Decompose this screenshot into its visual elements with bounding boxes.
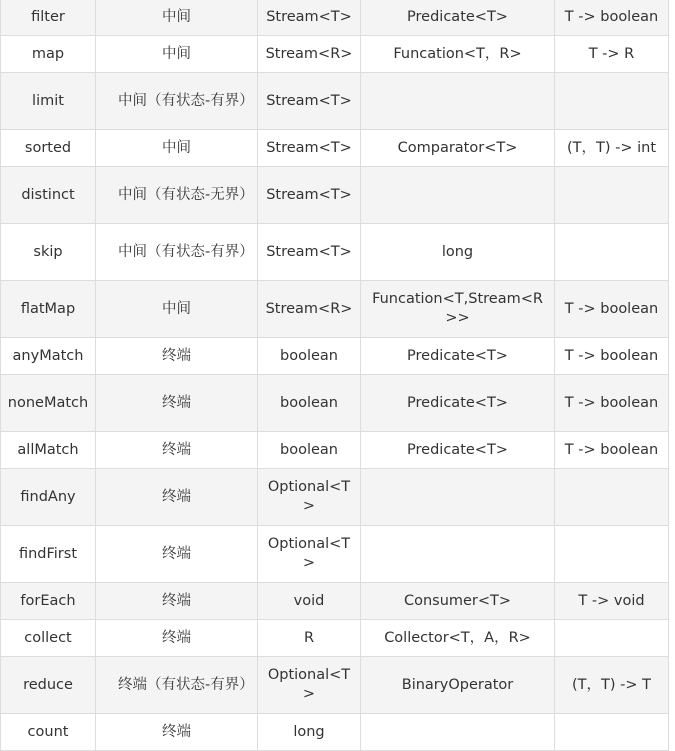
- type-cell: 中间（有状态-有界）: [96, 224, 258, 281]
- parameter-cell: Predicate<T>: [361, 338, 555, 375]
- operation-cell: count: [1, 714, 96, 751]
- operation-cell: allMatch: [1, 432, 96, 469]
- table-row: [1, 620, 669, 657]
- operation-cell: distinct: [1, 167, 96, 224]
- parameter-cell: [361, 469, 555, 526]
- type-cell: 终端: [96, 620, 258, 657]
- table-row: [1, 526, 669, 583]
- table-row: [1, 375, 669, 432]
- descriptor-cell: T -> boolean: [555, 338, 669, 375]
- return-type-cell: R: [258, 620, 361, 657]
- operation-cell: flatMap: [1, 281, 96, 338]
- return-type-cell: Optional<T>: [258, 657, 361, 714]
- operation-cell: filter: [1, 0, 96, 36]
- operation-cell: findFirst: [1, 526, 96, 583]
- return-type-cell: boolean: [258, 338, 361, 375]
- return-type-cell: Stream<T>: [258, 0, 361, 36]
- descriptor-cell: [555, 73, 669, 130]
- return-type-cell: Stream<T>: [258, 224, 361, 281]
- parameter-cell: Collector<T，A，R>: [361, 620, 555, 657]
- operation-cell: skip: [1, 224, 96, 281]
- table-row: [1, 36, 669, 73]
- operation-cell: findAny: [1, 469, 96, 526]
- parameter-cell: [361, 714, 555, 751]
- parameter-cell: [361, 167, 555, 224]
- table-row: [1, 167, 669, 224]
- descriptor-cell: [555, 167, 669, 224]
- parameter-cell: Funcation<T，R>: [361, 36, 555, 73]
- type-cell: 终端: [96, 375, 258, 432]
- operation-cell: forEach: [1, 583, 96, 620]
- descriptor-cell: [555, 224, 669, 281]
- type-cell: 终端: [96, 469, 258, 526]
- type-cell: 中间: [96, 36, 258, 73]
- return-type-cell: Optional<T>: [258, 526, 361, 583]
- descriptor-cell: [555, 714, 669, 751]
- return-type-cell: Stream<T>: [258, 130, 361, 167]
- descriptor-cell: T -> void: [555, 583, 669, 620]
- parameter-cell: Comparator<T>: [361, 130, 555, 167]
- type-cell: 终端: [96, 583, 258, 620]
- parameter-cell: BinaryOperator: [361, 657, 555, 714]
- table-row: [1, 73, 669, 130]
- parameter-cell: Predicate<T>: [361, 375, 555, 432]
- operation-cell: map: [1, 36, 96, 73]
- return-type-cell: boolean: [258, 432, 361, 469]
- parameter-cell: [361, 73, 555, 130]
- descriptor-cell: T -> boolean: [555, 0, 669, 36]
- operation-cell: limit: [1, 73, 96, 130]
- operation-cell: noneMatch: [1, 375, 96, 432]
- return-type-cell: Stream<T>: [258, 73, 361, 130]
- descriptor-cell: [555, 620, 669, 657]
- type-cell: 中间（有状态-有界）: [96, 73, 258, 130]
- type-cell: 中间: [96, 0, 258, 36]
- descriptor-cell: (T，T) -> T: [555, 657, 669, 714]
- return-type-cell: Stream<R>: [258, 36, 361, 73]
- table-row: [1, 224, 669, 281]
- table-row: [1, 583, 669, 620]
- descriptor-cell: T -> R: [555, 36, 669, 73]
- table-row: [1, 432, 669, 469]
- descriptor-cell: T -> boolean: [555, 281, 669, 338]
- table-row: [1, 0, 669, 36]
- parameter-cell: long: [361, 224, 555, 281]
- type-cell: 终端: [96, 526, 258, 583]
- table-row: [1, 469, 669, 526]
- descriptor-cell: [555, 469, 669, 526]
- type-cell: 中间: [96, 281, 258, 338]
- operation-cell: anyMatch: [1, 338, 96, 375]
- operation-cell: collect: [1, 620, 96, 657]
- table-row: [1, 338, 669, 375]
- table-row: [1, 130, 669, 167]
- parameter-cell: Predicate<T>: [361, 432, 555, 469]
- table-row: [1, 714, 669, 751]
- table-row: [1, 281, 669, 338]
- descriptor-cell: T -> boolean: [555, 432, 669, 469]
- table-row: [1, 657, 669, 714]
- parameter-cell: Predicate<T>: [361, 0, 555, 36]
- type-cell: 终端: [96, 432, 258, 469]
- return-type-cell: void: [258, 583, 361, 620]
- type-cell: 终端: [96, 714, 258, 751]
- type-cell: 中间（有状态-无界）: [96, 167, 258, 224]
- operation-cell: reduce: [1, 657, 96, 714]
- return-type-cell: Stream<T>: [258, 167, 361, 224]
- operation-cell: sorted: [1, 130, 96, 167]
- return-type-cell: boolean: [258, 375, 361, 432]
- return-type-cell: long: [258, 714, 361, 751]
- descriptor-cell: [555, 526, 669, 583]
- descriptor-cell: T -> boolean: [555, 375, 669, 432]
- descriptor-cell: (T，T) -> int: [555, 130, 669, 167]
- return-type-cell: Stream<R>: [258, 281, 361, 338]
- type-cell: 终端: [96, 338, 258, 375]
- parameter-cell: Funcation<T,Stream<R>>: [361, 281, 555, 338]
- type-cell: 中间: [96, 130, 258, 167]
- parameter-cell: Consumer<T>: [361, 583, 555, 620]
- type-cell: 终端（有状态-有界）: [96, 657, 258, 714]
- return-type-cell: Optional<T>: [258, 469, 361, 526]
- parameter-cell: [361, 526, 555, 583]
